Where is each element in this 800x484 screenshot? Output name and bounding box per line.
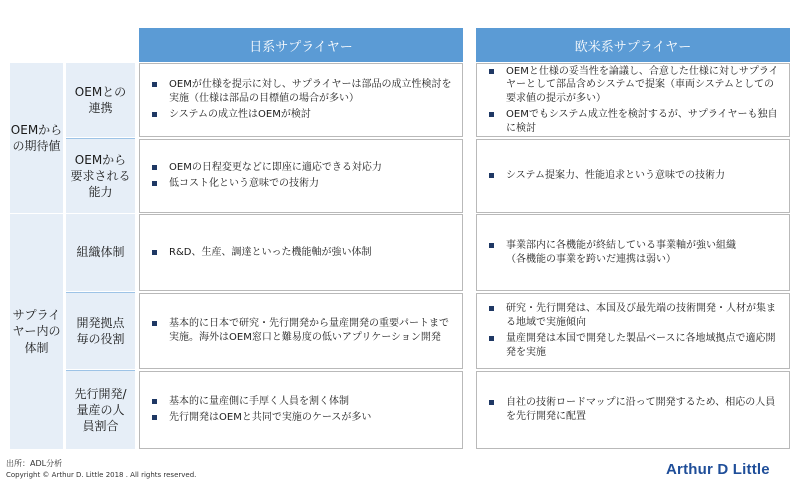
row-label-line: 連携 (88, 101, 113, 115)
bullet-item (152, 411, 454, 425)
category-supplier-line-2: ヤー内の (12, 324, 61, 339)
row-label-line: 要求される (70, 168, 131, 183)
bullet-text: R&D、生産、調達といった機能軸が強い体制 (169, 246, 372, 258)
column-header-western-text: 欧米系サプライヤー (574, 39, 692, 55)
cell-japanese-site-roles (139, 293, 463, 369)
bullet-square-icon (152, 112, 157, 117)
bullet-text: 自社の技術ロードマップに沿って開発するため、相応の人員を先行開発に配置 (506, 397, 776, 422)
bullet-text: 事業部内に各機能が終結している事業軸が強い組織 (506, 239, 736, 251)
arthur-d-little-logo: Arthur D Little (666, 461, 770, 478)
bullet-text: 基本的に日本で研究・先行開発から量産開発の重要パートまで実施。海外はOEM窓口と難易度の低いアプリケーション開発 (169, 318, 449, 343)
category-oem-expectations (10, 63, 63, 213)
row-label-staffing-ratio (66, 371, 135, 449)
cell-western-site-roles (476, 293, 790, 369)
bullet-text: OEMと仕様の妥当性を論議し、合意した仕様に対しサプライヤーとして部品含めシステムで提案（車両システムとしての要求値の提示が多い） (506, 65, 779, 105)
bullet-text: 研究・先行開発は、本国及び最先端の技術開発・人材が集まる地域で実施傾向 (506, 303, 776, 329)
bullet-square-icon (152, 399, 157, 404)
row-label-line: 毎の役割 (76, 332, 125, 346)
bullet-square-icon (152, 250, 157, 255)
bullet-item (152, 395, 454, 409)
row-label-line: 組織体制 (76, 245, 125, 260)
category-supplier-line-1: サプライ (12, 308, 61, 323)
bullet-text: システムの成立性はOEMが検討 (169, 108, 311, 120)
row-label-line: 開発拠点 (76, 315, 125, 330)
bullet-item (489, 169, 781, 183)
bullet-text: OEMの日程変更などに即座に適応できる対応力 (169, 162, 382, 174)
category-supplier-internal (10, 214, 63, 449)
bullet-square-icon (152, 165, 157, 170)
category-supplier-line-3: 体制 (24, 340, 49, 355)
row-label-line: OEMから (74, 152, 127, 167)
bullet-item (489, 332, 781, 360)
bullet-text: 基本的に量産側に手厚く人員を割く体制 (169, 396, 349, 408)
row-label-line: 員割合 (82, 419, 119, 434)
row-label-site-roles (66, 293, 135, 369)
bullet-item (152, 177, 454, 191)
bullet-square-icon (152, 181, 157, 186)
bullet-text: システム提案力、性能追求という意味での技術力 (506, 170, 725, 182)
bullet-item (489, 396, 781, 424)
bullet-item (489, 65, 781, 106)
bullet-item (489, 108, 781, 136)
bullet-square-icon (152, 415, 157, 420)
bullet-square-icon (489, 173, 494, 178)
bullet-text: OEMでもシステム成立性を検討するが、サプライヤーも独自に検討 (506, 108, 778, 134)
bullet-square-icon (152, 82, 157, 87)
bullet-item (152, 108, 454, 122)
column-header-western (476, 28, 790, 62)
bullet-text: 先行開発はOEMと共同で実施のケースが多い (169, 412, 372, 423)
cell-japanese-required-capabilities (139, 139, 463, 213)
category-oem-line-1: OEMから (10, 122, 63, 137)
bullet-note: （各機能の事業を跨いだ連携は弱い） (506, 253, 676, 265)
cell-western-staffing-ratio (476, 371, 790, 449)
cell-western-required-capabilities (476, 139, 790, 213)
row-label-line: 能力 (88, 185, 113, 200)
row-label-line: 量産の人 (76, 402, 125, 417)
copyright-text: Copyright © Arthur D. Little 2018 . All rights reserved. (6, 471, 197, 479)
cell-japanese-organization (139, 214, 463, 291)
bullet-text: OEMが仕様を提示に対し、サプライヤーは部品の成立性検討を実施（仕様は部品の目標値の場合が多い） (169, 79, 452, 105)
column-header-japanese-text: 日系サプライヤー (249, 39, 353, 55)
source-note: 出所：ADL分析 (6, 459, 63, 468)
cell-japanese-oem-collaboration (139, 63, 463, 137)
bullet-item (489, 239, 781, 253)
row-label-line: 先行開発/ (74, 386, 127, 401)
bullet-square-icon (489, 243, 494, 248)
bullet-text: 量産開発は本国で開発した製品ベースに各地域拠点で適応開発を実施 (506, 333, 776, 358)
cell-western-oem-collaboration (476, 63, 790, 137)
bullet-square-icon (489, 112, 494, 117)
bullet-square-icon (152, 321, 157, 326)
bullet-text: 低コスト化という意味での技術力 (169, 178, 319, 189)
bullet-item (152, 78, 454, 106)
bullet-square-icon (489, 69, 494, 74)
cell-japanese-staffing-ratio (139, 371, 463, 449)
category-oem-line-2: の期待値 (12, 139, 61, 153)
bullet-square-icon (489, 400, 494, 405)
cell-western-organization (476, 214, 790, 291)
bullet-item (152, 317, 454, 345)
column-header-japanese (139, 28, 463, 62)
row-label-organization (66, 214, 135, 291)
row-label-oem-collaboration (66, 63, 135, 137)
bullet-item (489, 302, 781, 330)
bullet-square-icon (489, 306, 494, 311)
bullet-item (152, 161, 454, 175)
row-label-required-capabilities (66, 139, 135, 213)
row-label-line: OEMとの (74, 84, 127, 99)
bullet-item (152, 246, 454, 260)
bullet-square-icon (489, 336, 494, 341)
